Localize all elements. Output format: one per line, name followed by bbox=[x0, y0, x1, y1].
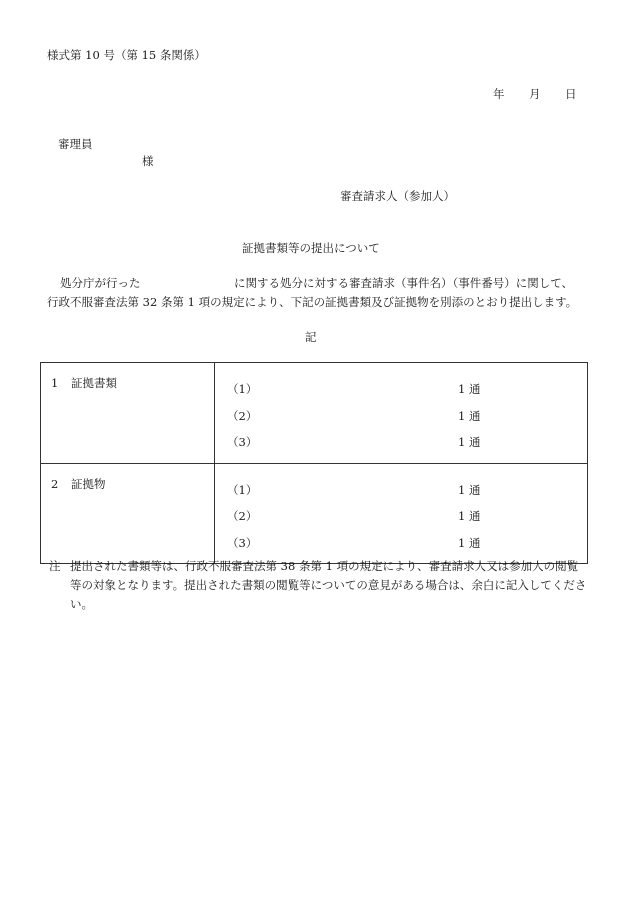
section-number: 1 bbox=[51, 376, 59, 390]
sender-label: 審査請求人（参加人） bbox=[340, 189, 455, 203]
note-section bbox=[49, 557, 589, 614]
subject-title: 証拠書類等の提出について bbox=[242, 241, 380, 255]
list-item bbox=[215, 408, 587, 435]
section-cell-documents bbox=[41, 363, 215, 464]
list-item bbox=[215, 482, 587, 509]
items-cell-physical-evidence bbox=[215, 463, 588, 564]
list-item bbox=[215, 434, 587, 461]
item-quantity: 1 通 bbox=[458, 482, 481, 497]
item-number: （1） bbox=[227, 482, 258, 497]
item-quantity: 1 通 bbox=[458, 382, 481, 396]
item-quantity: 1 通 bbox=[458, 408, 481, 423]
item-quantity: 1 通 bbox=[458, 535, 481, 550]
body-line1-after: に関する処分に対する審査請求（事件名）（事件番号）に関して、 bbox=[234, 276, 574, 290]
evidence-table bbox=[40, 362, 588, 564]
section-label: 証拠物 bbox=[71, 476, 106, 491]
addressee-title: 審理員 bbox=[58, 137, 93, 151]
date-year: 年 bbox=[493, 87, 505, 101]
item-quantity: 1 通 bbox=[458, 435, 481, 449]
section-cell-physical-evidence bbox=[41, 463, 215, 564]
items-cell-documents bbox=[215, 363, 588, 464]
section-label: 証拠書類 bbox=[71, 376, 117, 390]
date-month: 月 bbox=[529, 87, 541, 101]
form-number: 様式第 10 号（第 15 条関係） bbox=[47, 48, 206, 62]
item-number: （2） bbox=[227, 408, 258, 423]
date-day: 日 bbox=[565, 87, 577, 101]
item-quantity: 1 通 bbox=[458, 509, 481, 523]
list-item bbox=[215, 381, 587, 408]
note-text: 提出された書類等は、行政不服審査法第 38 条第 1 項の規定により、審査請求人又は参加人の閲覧等の対象となります。提出された書類の閲覧等についての意見がある場合は、余白に記入してください。 bbox=[70, 559, 587, 611]
item-number: （1） bbox=[227, 382, 258, 396]
item-number: （2） bbox=[227, 509, 258, 523]
table-row-documents bbox=[41, 363, 588, 464]
body-line2: 行政不服審査法第 32 条第 1 項の規定により、下記の証拠書類及び証拠物を別添のとおり提出します。 bbox=[47, 295, 578, 309]
body-line1-before: 処分庁が行った bbox=[60, 276, 141, 290]
list-item bbox=[215, 508, 587, 535]
section-number: 2 bbox=[51, 476, 59, 491]
table-row-physical-evidence bbox=[41, 463, 588, 564]
note-mark: 注 bbox=[49, 559, 61, 573]
ki-heading: 記 bbox=[305, 330, 317, 344]
item-number: （3） bbox=[227, 535, 258, 550]
addressee-honorific: 様 bbox=[142, 154, 154, 168]
item-number: （3） bbox=[227, 435, 258, 449]
